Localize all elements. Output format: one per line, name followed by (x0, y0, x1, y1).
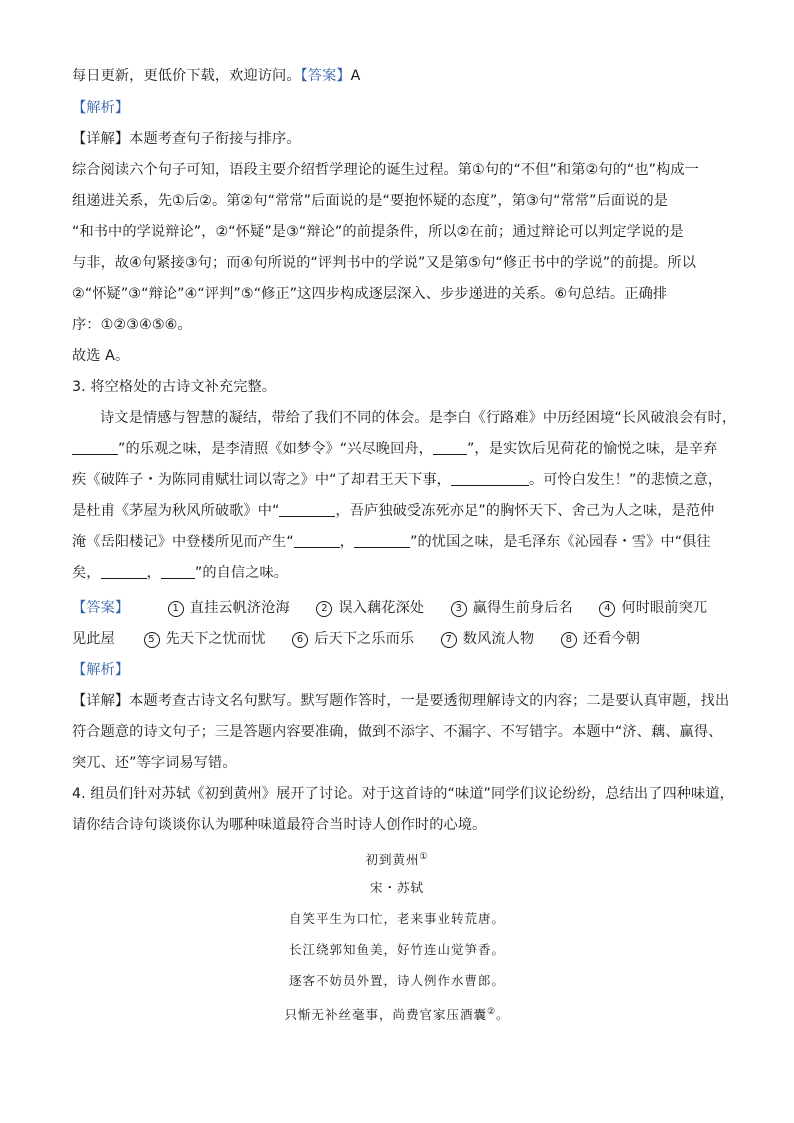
question-3-title: 3. 将空格处的古诗文补充完整。 (72, 379, 277, 395)
footnote-marker: ① (419, 852, 429, 862)
q3-paragraph-line: 矣， ， ”的自信之味。 (72, 565, 289, 581)
answer-item: 5 先天下之忧而忧 (144, 631, 266, 647)
answer-item: 1 直挂云帆济沧海 (168, 600, 290, 616)
answer-number: 8 (561, 632, 577, 648)
paragraph-line: 与非，故④句紧接③句；而④句所说的“评判书中的学说”又是第⑤句“修正书中的学说”的前提。所以 (72, 255, 697, 271)
header-text: 每日更新，更低价下载，欢迎访问。 (72, 68, 301, 84)
paragraph-line: 序：①②③④⑤⑥。 (72, 317, 192, 333)
poem-line: 自笑平生为口忙，老来事业转荒唐。 (288, 911, 505, 926)
answer-item: 6 后天下之乐而乐 (292, 631, 414, 647)
fill-blank (101, 564, 147, 579)
question-4-line: 请你结合诗句谈谈你认为哪种味道最符合当时诗人创作时的心境。 (72, 817, 487, 833)
answer-number: 3 (451, 601, 467, 617)
q3-paragraph-line: ”的乐观之味，是李清照《如梦令》“兴尽晚回舟， ”，是实饮后见荷花的愉悦之味，是辛弃 (72, 439, 732, 459)
detail-line: 符合题意的诗文句子；三是答题内容要准确，做到不添字、不漏字、不写错字。本题中“济、藕、赢得、 (72, 724, 723, 740)
detail-line: 突兀、还”等字词易写错。 (72, 755, 237, 771)
q3-answer-line (72, 598, 732, 618)
poem-author: 宋・苏轼 (369, 880, 424, 895)
conclusion-line: 故选 A。 (72, 348, 130, 364)
fill-blank (354, 533, 410, 548)
answer-item: 4 何时眼前突兀 (599, 600, 707, 616)
fill-blank (72, 440, 118, 455)
detail-line: 【详解】本题考查句子衔接与排序。 (72, 131, 301, 147)
paragraph-line: 综合阅读六个句子可知，语段主要介绍哲学理论的诞生过程。第①句的“不但”和第②句的“也”构成一 (72, 162, 699, 178)
poem-line: 逐客不妨员外置，诗人例作水曹郎。 (288, 973, 505, 988)
analysis-tag: 【解析】 (72, 100, 130, 116)
poem-line: 只惭无补丝毫事，尚费官家压酒囊②。 (284, 1007, 510, 1023)
poem-title: 初到黄州① (365, 852, 429, 868)
answer-tag: 【答案】 (72, 600, 130, 616)
q3-paragraph-line: 淹《岳阳楼记》中登楼所见而产生“ ， ”的忧国之味，是毛泽东《沁园春・雪》中“俱往 (72, 534, 711, 550)
q3-answer-line: 见此屋 5 先天下之忧而忧 6 后天下之乐而乐 7 数风流人物 8 还看今朝 (72, 631, 641, 647)
answer-number: 4 (599, 601, 615, 617)
footnote-marker: ② (486, 1007, 497, 1017)
answer-value: A (350, 68, 361, 84)
analysis-tag: 【解析】 (72, 662, 130, 678)
header-line (72, 66, 732, 86)
paragraph-line: ②“怀疑”③“辩论”④“评判”⑤“修正”这四步构成逐层深入、步步递进的关系。⑥句总结。正确排 (72, 286, 668, 302)
fill-blank (279, 502, 335, 517)
q3-paragraph-line: 疾《破阵子・为陈同甫赋壮词以寄之》中“了却君王天下事， 。可怜白发生！”的悲愤之意， (72, 472, 723, 488)
answer-number: 7 (441, 632, 457, 648)
answer-item: 7 数风流人物 (441, 631, 534, 647)
fill-blank (433, 440, 467, 455)
paragraph-line: 组递进关系，先①后②。第②句“常常”后面说的是“要抱怀疑的态度”，第③句“常常”后面说的是 (72, 193, 669, 209)
answer-tag: 【答案】 (300, 68, 351, 84)
poem-line: 长江绕郭知鱼美，好竹连山觉笋香。 (288, 942, 505, 957)
fill-blank (451, 471, 529, 486)
paragraph-line: “和书中的学说辩论”，②“怀疑”是③“辩论”的前提条件，所以②在前；通过辩论可以判定学说的是 (72, 224, 684, 240)
answer-number: 6 (292, 632, 308, 648)
q3-paragraph-line: 是杜甫《茅屋为秋风所破歌》中“ ，吾庐独破受冻死亦足”的胸怀天下、舍己为人之味，是范仲 (72, 503, 715, 519)
answer-number: 2 (316, 601, 332, 617)
answer-number: 5 (144, 632, 160, 648)
answer-item: 8 还看今朝 (561, 631, 640, 647)
fill-blank (294, 533, 340, 548)
q3-paragraph-line: 诗文是情感与智慧的凝结，带给了我们不同的体会。是李白《行路难》中历经困境“长风破浪会有时， (100, 410, 737, 426)
answer-item: 2 误入藕花深处 (316, 600, 424, 616)
detail-line: 【详解】本题考查古诗文名句默写。默写题作答时，一是要透彻理解诗文的内容；二是要认真审题，找出 (72, 693, 730, 709)
fill-blank (161, 564, 195, 579)
answer-item: 3 赢得生前身后名 (451, 600, 573, 616)
answer-number: 1 (168, 601, 184, 617)
question-4-line: 4. 组员们针对苏轼《初到黄州》展开了讨论。对于这首诗的“味道”同学们议论纷纷，总结出了四种味道， (72, 786, 734, 802)
